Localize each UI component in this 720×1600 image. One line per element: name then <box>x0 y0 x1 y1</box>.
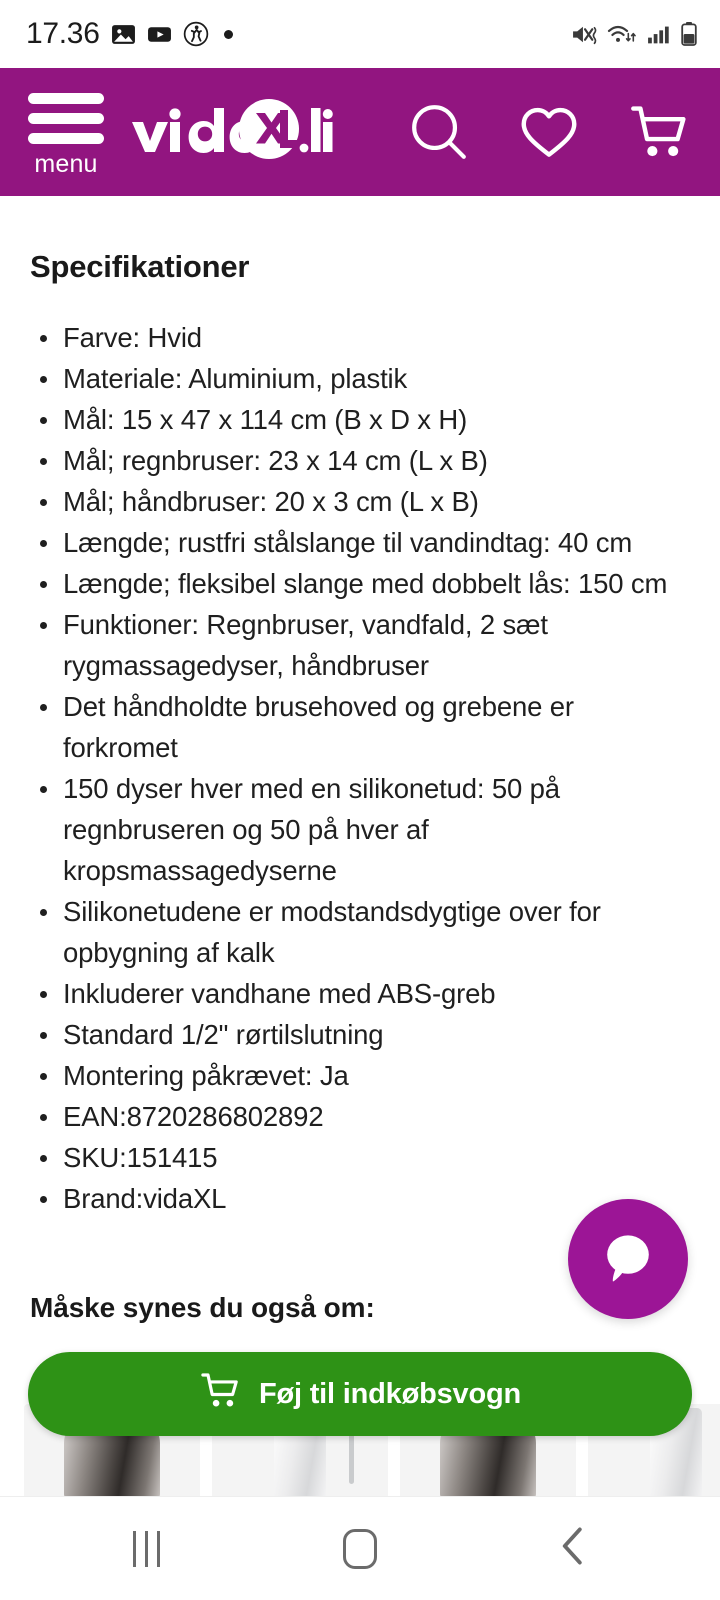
list-item: Materiale: Aluminium, plastik <box>32 358 690 399</box>
list-item: Længde; fleksibel slange med dobbelt lås: 150 cm <box>32 563 690 604</box>
list-item: 150 dyser hver med en silikonetud: 50 på regnbruseren og 50 på hver af kropsmassagedyserne <box>32 768 690 891</box>
android-nav-bar <box>0 1496 720 1600</box>
list-item: Længde; rustfri stålslange til vandindtag: 40 cm <box>32 522 690 563</box>
chat-button[interactable] <box>568 1199 688 1319</box>
pedometer-icon <box>183 21 209 47</box>
dot-indicator <box>224 30 233 39</box>
vidaxl-logo[interactable] <box>128 96 336 168</box>
list-item: Inkluderer vandhane med ABS-greb <box>32 973 690 1014</box>
list-item: Mål: 15 x 47 x 114 cm (B x D x H) <box>32 399 690 440</box>
list-item: Farve: Hvid <box>32 317 690 358</box>
add-to-cart-label: Føj til indkøbsvogn <box>258 1377 521 1410</box>
recents-icon <box>133 1531 160 1567</box>
list-item: Standard 1/2" rørtilslutning <box>32 1014 690 1055</box>
back-button[interactable] <box>513 1497 633 1600</box>
hamburger-icon <box>28 93 104 144</box>
list-item: Funktioner: Regnbruser, vandfald, 2 sæt rygmassagedyser, håndbruser <box>32 604 690 686</box>
home-button[interactable] <box>300 1497 420 1600</box>
add-to-cart-button[interactable] <box>28 1352 692 1436</box>
menu-button-label: menu <box>34 150 98 178</box>
mute-vibrate-icon <box>571 22 598 47</box>
status-bar-right <box>571 21 698 47</box>
image-icon <box>111 22 136 47</box>
recents-button[interactable] <box>87 1497 207 1600</box>
page-title: Specifikationer <box>30 249 250 284</box>
youtube-icon <box>147 22 172 47</box>
list-item: Silikonetudene er modstandsdygtige over for opbygning af kalk <box>32 891 690 973</box>
search-icon[interactable] <box>408 101 470 163</box>
wishlist-heart-icon[interactable] <box>518 101 580 163</box>
status-bar <box>0 0 720 68</box>
sticky-cta-container <box>0 1352 720 1436</box>
list-item: Mål; håndbruser: 20 x 3 cm (L x B) <box>32 481 690 522</box>
status-clock: 17.36 <box>26 17 100 50</box>
cellular-signal-icon <box>646 22 671 47</box>
back-chevron-icon <box>556 1525 590 1572</box>
status-bar-left <box>26 19 233 49</box>
specifications-list <box>30 317 690 1219</box>
battery-icon <box>680 21 698 47</box>
list-item: EAN:8720286802892 <box>32 1096 690 1137</box>
list-item: Montering påkrævet: Ja <box>32 1055 690 1096</box>
related-products-title: Måske synes du også om: <box>30 1292 375 1323</box>
cart-icon[interactable] <box>628 101 690 163</box>
header-actions <box>408 101 698 163</box>
cart-icon <box>199 1369 241 1419</box>
chat-bubble-icon <box>596 1225 660 1294</box>
wifi-icon <box>607 22 637 47</box>
home-icon <box>343 1529 377 1569</box>
list-item: Brand:vidaXL <box>32 1178 690 1219</box>
list-item: SKU:151415 <box>32 1137 690 1178</box>
site-header <box>0 68 720 196</box>
list-item: Mål; regnbruser: 23 x 14 cm (L x B) <box>32 440 690 481</box>
main-content <box>0 249 720 1324</box>
list-item: Det håndholdte brusehoved og grebene er forkromet <box>32 686 690 768</box>
menu-button[interactable] <box>18 87 114 177</box>
